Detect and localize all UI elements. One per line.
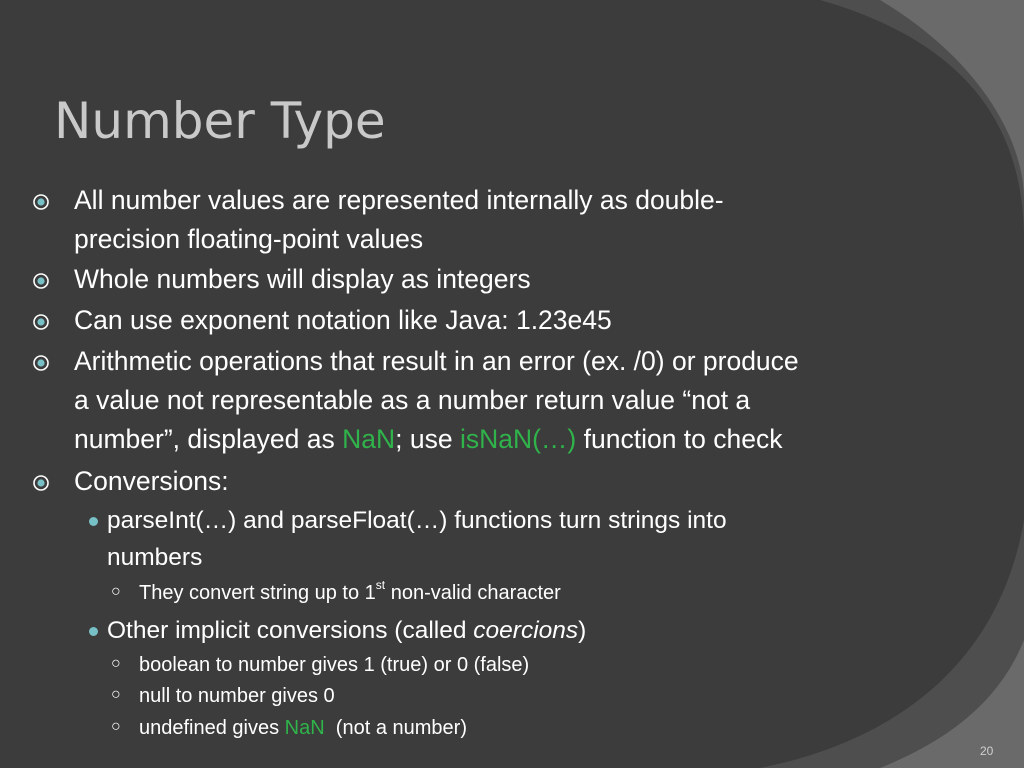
sub-sub-bullet-4 <box>139 717 467 740</box>
bullet-4-line-3-post: function to check <box>576 424 783 454</box>
sub-bullet-2-pre: Other implicit conversions (called <box>107 617 474 644</box>
sub-sub-bullet-4-pre: undefined gives <box>139 717 285 739</box>
bullet-3-line-1: Can use exponent notation like Java: 1.23e45 <box>74 305 612 335</box>
circled-dot-bullet-icon <box>32 474 50 492</box>
sub-sub-bullet-1-pre: They convert string up to 1 <box>139 582 376 604</box>
sub-sub-bullet-1 <box>139 578 561 605</box>
nan-highlight: NaN <box>342 424 396 454</box>
circled-dot-bullet-icon <box>32 313 50 331</box>
bullet-5-line-1: Conversions: <box>74 466 229 496</box>
nan-highlight: NaN <box>284 717 325 739</box>
ordinal-superscript: st <box>375 578 386 593</box>
hollow-circle-bullet-icon: ○ <box>111 583 121 600</box>
hollow-circle-bullet-icon: ○ <box>111 718 121 735</box>
sub-bullet-2 <box>107 617 586 645</box>
bullet-4-line-3-mid: ; use <box>395 424 460 454</box>
sub-sub-bullet-3: null to number gives 0 <box>139 685 335 707</box>
sub-sub-bullet-1-post: non-valid character <box>385 582 561 604</box>
sub-bullet-1-line-1: parseInt(…) and parseFloat(…) functions turn strings into <box>107 507 727 534</box>
sub-sub-bullet-4-post: (not a number) <box>324 717 467 739</box>
bullet-4-line-1: Arithmetic operations that result in an error (ex. /0) or produce <box>74 346 799 376</box>
sub-sub-bullet-2: boolean to number gives 1 (true) or 0 (false) <box>139 654 530 676</box>
circled-dot-bullet-icon <box>32 354 50 372</box>
bullet-2-line-1: Whole numbers will display as integers <box>74 264 531 294</box>
isnan-highlight: isNaN(…) <box>459 424 577 454</box>
hollow-circle-bullet-icon: ○ <box>111 655 121 672</box>
sub-bullet-1-line-2: numbers <box>107 544 203 571</box>
bullet-4-line-2: a value not representable as a number return value “not a <box>74 385 751 415</box>
sub-bullet-2-post: ) <box>578 617 587 644</box>
filled-dot-bullet-icon <box>89 517 98 526</box>
bullet-4-line-3 <box>74 424 782 455</box>
slide-title: Number Type <box>54 92 386 150</box>
bullet-4-line-3-pre: number”, displayed as <box>74 424 343 454</box>
circled-dot-bullet-icon <box>32 193 50 211</box>
coercions-emphasis: coercions <box>473 617 579 644</box>
bullet-1-line-1: All number values are represented internally as double- <box>74 185 724 215</box>
hollow-circle-bullet-icon: ○ <box>111 686 121 703</box>
filled-dot-bullet-icon <box>89 627 98 636</box>
circled-dot-bullet-icon <box>32 272 50 290</box>
bullet-1-line-2: precision floating-point values <box>74 224 424 254</box>
page-number: 20 <box>980 744 994 758</box>
